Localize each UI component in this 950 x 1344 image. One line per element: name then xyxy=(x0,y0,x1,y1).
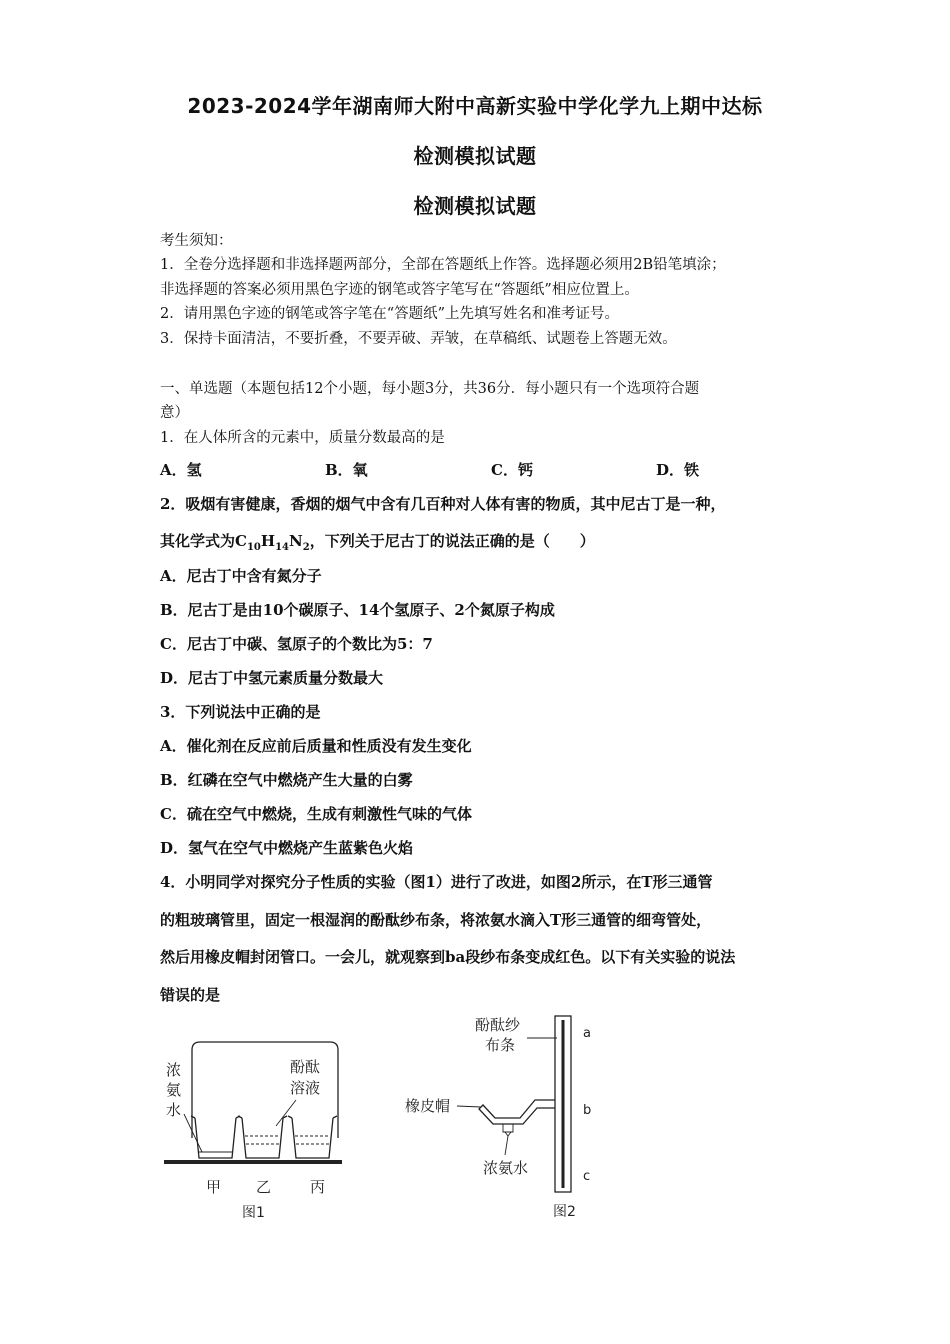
notice-item: 非选择题的答案必须用黑色字迹的钢笔或答字笔写在“答题纸”相应位置上。 xyxy=(160,282,639,298)
point-c: c xyxy=(583,1169,591,1184)
section-heading: 一、单选题（本题包括12个小题，每小题3分，共36分．每小题只有一个选项符合题 xyxy=(160,381,700,397)
q1-stem: 1．在人体所含的元素中，质量分数最高的是 xyxy=(160,430,445,446)
base-plate xyxy=(164,1160,342,1164)
q3-option-b: B．红磷在空气中燃烧产生大量的白雾 xyxy=(160,771,413,789)
label-ammonia: 水 xyxy=(166,1101,182,1119)
t-tube-branch xyxy=(479,1100,555,1124)
q4-stem: 错误的是 xyxy=(160,986,221,1004)
label-beaker-yi: 乙 xyxy=(256,1178,272,1196)
notice-item: 1．全卷分选择题和非选择题两部分，全部在答题纸上作答。选择题必须用2B铅笔填涂； xyxy=(160,257,726,273)
label-phenolphthalein-strip: 布条 xyxy=(485,1036,516,1054)
figure-2-caption: 图2 xyxy=(553,1204,576,1220)
section-heading-cont: 意） xyxy=(160,405,189,421)
q2-option-b: B．尼古丁是由10个碳原子、14个氢原子、2个氮原子构成 xyxy=(160,601,555,619)
notice-item: 3．保持卡面清洁，不要折叠，不要弄破、弄皱，在草稿纸、试题卷上答题无效。 xyxy=(160,331,677,347)
q1-option-b: B．氧 xyxy=(325,461,368,479)
q1-option-d: D．铁 xyxy=(656,461,700,479)
beaker-yi xyxy=(238,1116,287,1158)
point-b: b xyxy=(583,1103,592,1118)
notice-item: 2．请用黑色字迹的钢笔或答字笔在“答题纸”上先填写姓名和准考证号。 xyxy=(160,306,620,322)
q4-stem: 然后用橡皮帽封闭管口。一会儿，就观察到ba段纱布条变成红色。以下有关实验的说法 xyxy=(160,948,736,966)
figure-2-diagram xyxy=(395,1010,615,1225)
q2-option-d: D．尼古丁中氢元素质量分数最大 xyxy=(160,669,384,687)
label-rubber-cap: 橡皮帽 xyxy=(405,1097,451,1115)
q3-stem: 3．下列说法中正确的是 xyxy=(160,703,321,721)
exam-subtitle: 检测模拟试题 xyxy=(413,144,537,168)
label-beaker-bing: 丙 xyxy=(310,1178,326,1196)
label-beaker-jia: 甲 xyxy=(206,1178,222,1196)
figure-1-diagram xyxy=(150,1020,370,1225)
label-phenolphthalein-strip: 酚酞纱 xyxy=(475,1016,521,1034)
exam-subtitle-repeat: 检测模拟试题 xyxy=(413,194,537,218)
exam-title: 2023-2024学年湖南师大附中高新实验中学化学九上期中达标 xyxy=(187,94,763,118)
label-phenolphthalein: 溶液 xyxy=(290,1079,321,1097)
q2-option-c: C．尼古丁中碳、氢原子的个数比为5：7 xyxy=(160,635,433,653)
beaker-bing xyxy=(288,1116,337,1158)
q2-stem: 2．吸烟有害健康，香烟的烟气中含有几百种对人体有害的物质，其中尼古丁是一种， xyxy=(160,495,726,513)
q1-option-c: C．钙 xyxy=(491,461,533,479)
q3-option-c: C．硫在空气中燃烧，生成有刺激性气味的气体 xyxy=(160,805,472,823)
figure-1-caption: 图1 xyxy=(242,1205,265,1221)
label-ammonia: 浓 xyxy=(166,1061,182,1079)
label-concentrated-ammonia: 浓氨水 xyxy=(483,1159,529,1177)
q4-stem: 的粗玻璃管里，固定一根湿润的酚酞纱布条，将浓氨水滴入T形三通管的细弯管处， xyxy=(160,911,712,929)
label-ammonia: 氨 xyxy=(166,1081,182,1099)
q1-option-a: A．氢 xyxy=(160,461,202,479)
notice-heading: 考生须知： xyxy=(160,233,233,249)
q2-stem-formula: 其化学式为$C_{10}H_{14}N_2$，下列关于尼古丁的说法正确的是（ ） xyxy=(160,532,595,553)
q2-option-a: A．尼古丁中含有氮分子 xyxy=(160,567,322,585)
q3-option-d: D．氢气在空气中燃烧产生蓝紫色火焰 xyxy=(160,839,414,857)
point-a: a xyxy=(583,1026,591,1041)
q4-stem: 4．小明同学对探究分子性质的实验（图1）进行了改进，如图2所示，在T形三通管 xyxy=(160,873,713,891)
q3-option-a: A．催化剂在反应前后质量和性质没有发生变化 xyxy=(160,737,472,755)
label-phenolphthalein: 酚酞 xyxy=(290,1058,321,1076)
